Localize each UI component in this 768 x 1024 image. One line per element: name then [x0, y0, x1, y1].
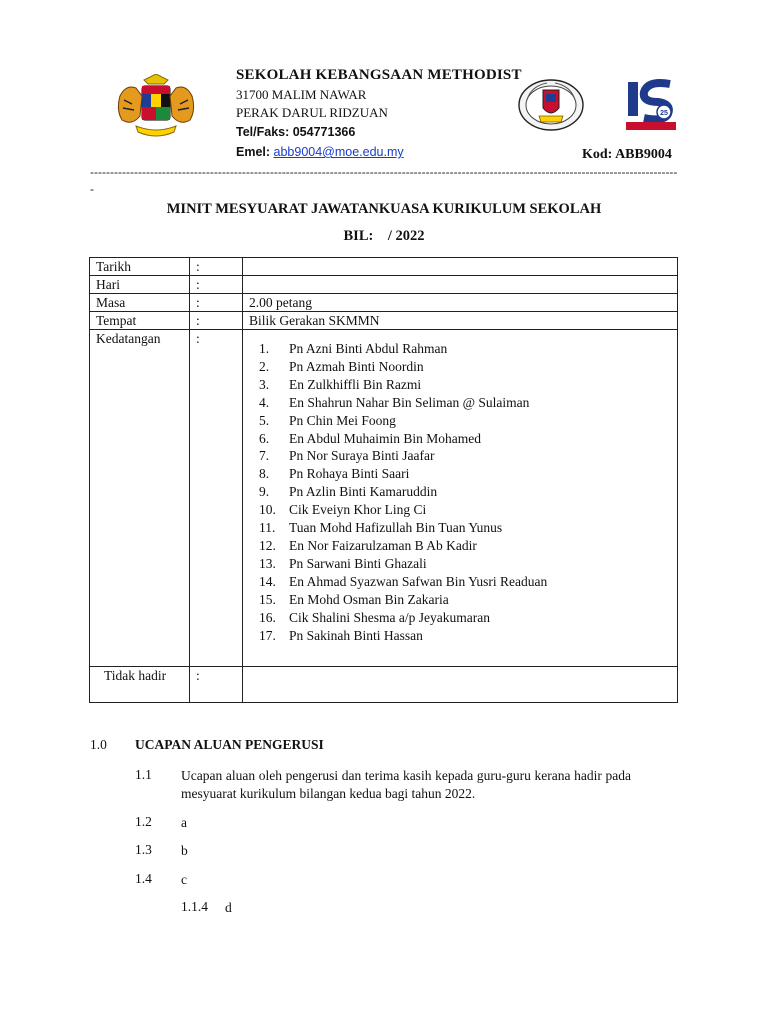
attendee-number: 8. [259, 466, 270, 482]
attendee-name: Tuan Mohd Hafizullah Bin Tuan Yunus [289, 520, 503, 536]
attendee-name: En Shahrun Nahar Bin Seliman @ Sulaiman [289, 394, 530, 410]
label-hari: Hari [90, 276, 190, 294]
item-number: 1.1 [135, 767, 152, 782]
attendee-number: 7. [259, 448, 270, 464]
attendee-item [259, 394, 677, 412]
attendee-name: En Mohd Osman Bin Zakaria [289, 591, 449, 607]
attendee-name: Pn Sarwani Binti Ghazali [289, 555, 427, 571]
attendee-item [259, 519, 677, 537]
label-masa: Masa [90, 294, 190, 312]
attendee-item [259, 483, 677, 501]
attendee-name: En Zulkhiffli Bin Razmi [289, 376, 422, 392]
row-tempat [90, 312, 678, 330]
row-tidak-hadir [90, 667, 678, 703]
attendee-number: 3. [259, 376, 270, 392]
value-tempat: Bilik Gerakan SKMMN [243, 312, 678, 330]
attendee-name: Pn Chin Mei Foong [289, 412, 396, 428]
attendee-item [259, 412, 677, 430]
tel-fax: Tel/Faks: 054771366 [236, 125, 356, 139]
attendee-name: En Ahmad Syazwan Safwan Bin Yusri Readuan [289, 573, 548, 589]
attendee-name: Cik Shalini Shesma a/p Jeyakumaran [289, 609, 490, 625]
attendee-number: 4. [259, 394, 270, 410]
item-number: 1.3 [135, 842, 152, 857]
item-number: 1.4 [135, 871, 152, 886]
separator: : [190, 667, 243, 703]
value-tarikh [243, 258, 678, 276]
separator: : [190, 276, 243, 294]
separator: : [190, 294, 243, 312]
address-line-2: PERAK DARUL RIDZUAN [236, 105, 388, 120]
separator: : [190, 258, 243, 276]
school-crest-icon [517, 78, 585, 132]
item-text: Ucapan aluan oleh pengerusi dan terima kasih kepada guru-guru kerana hadir pada mesyuarat kurikulum bilangan kedua bagi tahun 2022. [181, 768, 631, 801]
meeting-info-table [89, 257, 678, 703]
attendee-cell [243, 330, 678, 667]
divider-line: ---------------------------------------------------------------------------------------------------------------------------------------------------- [90, 165, 678, 196]
section-title: UCAPAN ALUAN PENGERUSI [135, 737, 324, 752]
attendee-name: Pn Sakinah Binti Hassan [289, 627, 423, 643]
attendee-name: Pn Rohaya Binti Saari [289, 466, 410, 482]
attendee-name: En Nor Faizarulzaman B Ab Kadir [289, 537, 477, 553]
email-label: Emel: [236, 145, 274, 159]
attendee-name: Pn Azmah Binti Noordin [289, 358, 424, 374]
malaysia-coat-of-arms-icon [114, 74, 198, 140]
svg-text:25: 25 [660, 110, 668, 117]
email-line [236, 142, 556, 162]
attendee-item [259, 501, 677, 519]
row-kedatangan [90, 330, 678, 667]
item-number: 1.2 [135, 814, 152, 829]
item-text: d [225, 900, 232, 915]
row-masa [90, 294, 678, 312]
attendee-number: 11. [259, 520, 276, 536]
attendee-number: 2. [259, 358, 270, 374]
school-name: SEKOLAH KEBANGSAAN METHODIST [236, 67, 522, 83]
attendee-number: 17. [259, 627, 276, 643]
label-kedatangan: Kedatangan [90, 330, 190, 667]
item-text: c [181, 872, 187, 887]
attendee-number: 10. [259, 502, 276, 518]
row-hari [90, 276, 678, 294]
is25-logo-icon [626, 78, 676, 132]
attendee-number: 14. [259, 573, 276, 589]
label-tidak-hadir: Tidak hadir [90, 667, 190, 703]
attendee-name: Cik Eveiyn Khor Ling Ci [289, 502, 427, 518]
item-number: 1.1.4 [181, 899, 208, 914]
attendee-name: Pn Azlin Binti Kamaruddin [289, 484, 438, 500]
value-tidak-hadir [243, 667, 678, 703]
meeting-number: BIL: / 2022 [343, 228, 425, 244]
attendee-item [259, 358, 677, 376]
separator: : [190, 330, 243, 667]
kod-label: Kod: ABB9004 [582, 147, 672, 162]
attendee-number: 1. [259, 341, 270, 356]
attendee-item [259, 376, 677, 394]
attendee-item [259, 555, 677, 573]
attendee-item [259, 447, 677, 465]
attendee-number: 16. [259, 609, 276, 625]
attendee-item [259, 430, 677, 448]
attendee-name: En Abdul Muhaimin Bin Mohamed [289, 430, 481, 446]
attendee-name: Pn Nor Suraya Binti Jaafar [289, 448, 435, 464]
attendee-list [249, 330, 677, 644]
attendee-number: 6. [259, 430, 270, 446]
attendee-number: 5. [259, 412, 270, 428]
value-hari [243, 276, 678, 294]
attendee-number: 15. [259, 591, 276, 607]
attendee-item [259, 340, 677, 358]
section-number: 1.0 [90, 737, 107, 752]
attendee-item [259, 591, 677, 609]
item-text: a [181, 815, 187, 830]
attendee-number: 13. [259, 555, 276, 571]
label-tempat: Tempat [90, 312, 190, 330]
address-line-1: 31700 MALIM NAWAR [236, 87, 367, 102]
attendee-number: 12. [259, 537, 276, 553]
email-link[interactable]: abb9004@moe.edu.my [273, 145, 404, 159]
attendee-name: Pn Azni Binti Abdul Rahman [289, 341, 448, 356]
letterhead [0, 0, 768, 196]
attendee-item [259, 573, 677, 591]
attendee-item [259, 627, 677, 645]
value-masa: 2.00 petang [243, 294, 678, 312]
item-text: b [181, 843, 188, 858]
document-title: MINIT MESYUARAT JAWATANKUASA KURIKULUM SEKOLAH [166, 201, 602, 217]
attendee-number: 9. [259, 484, 270, 500]
attendee-item [259, 465, 677, 483]
attendee-item [259, 609, 677, 627]
separator: : [190, 312, 243, 330]
attendee-item [259, 537, 677, 555]
label-tarikh: Tarikh [90, 258, 190, 276]
row-tarikh [90, 258, 678, 276]
